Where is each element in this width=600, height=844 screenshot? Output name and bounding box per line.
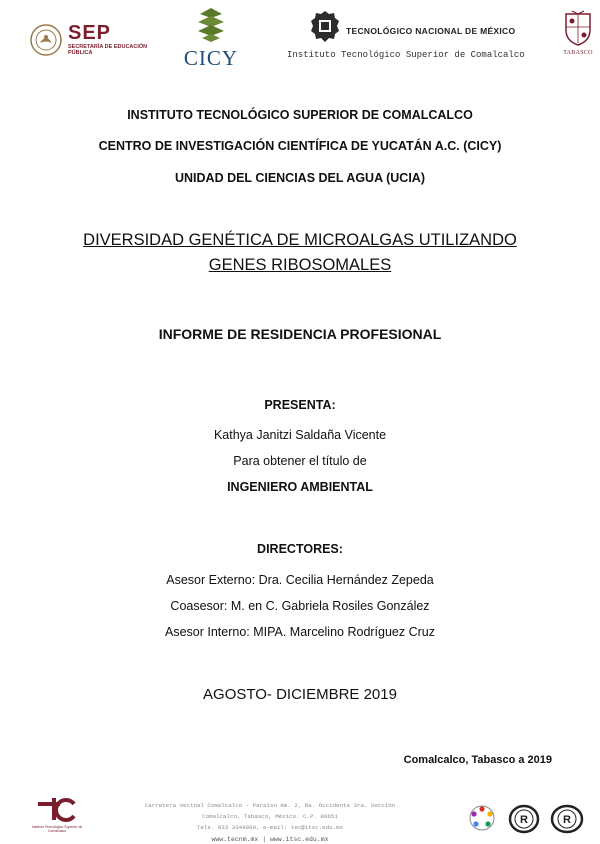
thesis-title-line-2: GENES RIBOSOMALES [208, 256, 392, 274]
tecnm-gear-icon [310, 10, 340, 46]
itsc-footer-logo [30, 792, 84, 840]
footer-address [100, 800, 440, 833]
thesis-title-line-1: DIVERSIDAD GENÉTICA DE MICROALGAS UTILIZANDO [83, 231, 517, 249]
tabasco-logo [560, 10, 596, 62]
institution-ucia: UNIDAD DEL CIENCIAS DEL AGUA (UCIA) [174, 171, 425, 185]
directores-heading: DIRECTORES: [257, 542, 343, 556]
report-type: INFORME DE RESIDENCIA PROFESIONAL [158, 326, 442, 342]
thesis-title [0, 228, 600, 278]
sep-subtitle: SECRETARÍA DE EDUCACIÓN PÚBLICA [68, 44, 148, 56]
mexico-seal-icon [30, 24, 62, 56]
certification-logos [468, 804, 593, 834]
place-date: Comalcalco, Tabasco a 2019 [403, 754, 552, 766]
institution-itsc: INSTITUTO TECNOLÓGICO SUPERIOR DE COMALCALCO [127, 108, 473, 122]
institution-cicy: CENTRO DE INVESTIGACIÓN CIENTÍFICA DE YUCATÁN A.C. (CICY) [98, 139, 502, 153]
registered-certification-icon [508, 804, 540, 834]
tabasco-shield-icon [564, 10, 592, 46]
institute-name: Instituto Tecnológico Superior de Comalcalco [287, 50, 525, 60]
itsc-footer-caption: Instituto Tecnológico Superior de Comalcalco [31, 825, 83, 833]
cicy-logo [180, 6, 242, 68]
degree-name: INGENIERO AMBIENTAL [227, 480, 373, 494]
quality-certification-icon [468, 804, 496, 832]
registered-certification-icon-2 [550, 804, 584, 834]
degree-purpose: Para obtener el título de [233, 454, 367, 468]
footer-address-line-1: Carretera Vecinal Comalcalco - Paraíso Km. 2, Ra. Occidente 3ra. Sección [144, 802, 396, 809]
presenta-heading: PRESENTA: [264, 398, 336, 412]
tabasco-name: TABASCO [563, 50, 593, 56]
sep-name: SEP [68, 22, 112, 44]
registered-mark-1: R [520, 814, 528, 826]
footer-website: www.tecnm.mx | www.itsc.edu.mx [211, 836, 329, 843]
tecnm-name: TECNOLÓGICO NACIONAL DE MÉXICO [346, 26, 516, 36]
author-name: Kathya Janitzi Saldaña Vicente [213, 428, 387, 442]
footer-address-line-2: Comalcalco, Tabasco, México. C.P. 86651 [202, 813, 338, 820]
cicy-name: CICY [183, 46, 239, 70]
footer-address-line-3: Tels. 933 3349090, e-mail: tec@itsc.edu.mx [196, 824, 344, 831]
itsc-mark-icon [34, 792, 78, 824]
registered-mark-2: R [563, 814, 571, 826]
tecnm-logo [284, 10, 549, 60]
sep-logo [30, 22, 148, 58]
advisor-external: Asesor Externo: Dra. Cecilia Hernández Zepeda [166, 573, 434, 587]
advisor-internal: Asesor Interno: MIPA. Marcelino Rodríguez Cruz [164, 625, 435, 639]
cicy-leaf-icon [194, 6, 228, 44]
period: AGOSTO- DICIEMBRE 2019 [203, 686, 397, 703]
advisor-coadvisor: Coasesor: M. en C. Gabriela Rosiles González [170, 599, 430, 613]
